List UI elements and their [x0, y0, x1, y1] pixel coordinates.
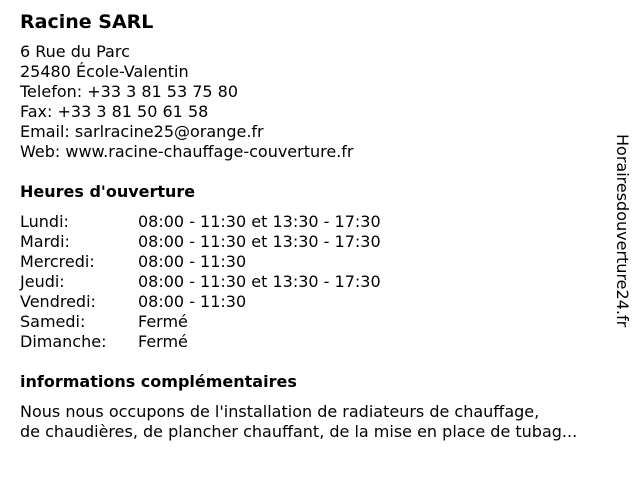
hours-day-label: Mardi: [20, 232, 70, 251]
opening-hours-heading: Heures d'ouverture [20, 182, 196, 201]
hours-row-sunday [20, 332, 620, 352]
address-street: 6 Rue du Parc [20, 42, 130, 61]
hours-day-label: Vendredi: [20, 292, 96, 311]
hours-time-value: 08:00 - 11:30 [138, 252, 247, 271]
hours-row-tuesday [20, 232, 620, 252]
hours-day-label: Dimanche: [20, 332, 107, 351]
additional-info-line: Nous nous occupons de l'installation de radiateurs de chauffage, [20, 402, 540, 421]
hours-day-label: Mercredi: [20, 252, 95, 271]
hours-time-value: 08:00 - 11:30 et 13:30 - 17:30 [138, 272, 381, 291]
hours-row-wednesday [20, 252, 620, 272]
additional-info-heading: informations complémentaires [20, 372, 297, 391]
hours-time-value: 08:00 - 11:30 et 13:30 - 17:30 [138, 232, 381, 251]
hours-day-label: Jeudi: [20, 272, 65, 291]
fax-number: Fax: +33 3 81 50 61 58 [20, 102, 209, 121]
hours-row-thursday [20, 272, 620, 292]
business-card [20, 10, 620, 442]
website-address: Web: www.racine-chauffage-couverture.fr [20, 142, 354, 161]
hours-time-value: Fermé [138, 332, 188, 351]
phone-number: Telefon: +33 3 81 53 75 80 [20, 82, 239, 101]
business-name: Racine SARL [20, 11, 154, 33]
site-watermark: Horairesdouverture24.fr [613, 134, 632, 328]
opening-hours-table [20, 212, 620, 352]
address-city: 25480 École-Valentin [20, 62, 189, 81]
hours-time-value: 08:00 - 11:30 [138, 292, 247, 311]
hours-time-value: 08:00 - 11:30 et 13:30 - 17:30 [138, 212, 381, 231]
hours-day-label: Samedi: [20, 312, 86, 331]
hours-day-label: Lundi: [20, 212, 69, 231]
hours-row-friday [20, 292, 620, 312]
hours-row-monday [20, 212, 620, 232]
hours-time-value: Fermé [138, 312, 188, 331]
additional-info-line: de chaudières, de plancher chauffant, de la mise en place de tubag... [20, 422, 578, 441]
hours-row-saturday [20, 312, 620, 332]
email-address: Email: sarlracine25@orange.fr [20, 122, 264, 141]
